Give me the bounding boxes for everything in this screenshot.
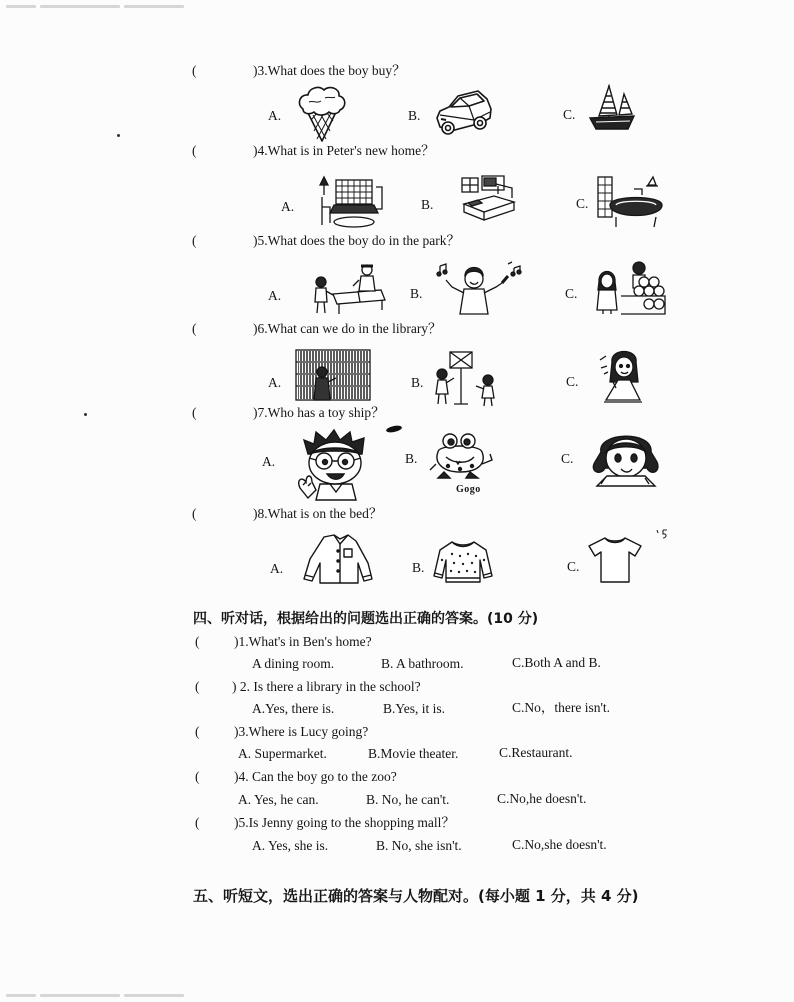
option-letter-c: C. — [576, 196, 589, 211]
option-letter-b: B. — [411, 375, 424, 390]
question-prompt: )8.What is on the bed？ — [253, 506, 383, 521]
answer-blank-open: ( — [192, 63, 197, 78]
answer-blank-open: ( — [195, 634, 200, 649]
singing-icon — [436, 260, 522, 315]
question-prompt: )1.What's in Ben's home? — [234, 634, 372, 649]
question-prompt: )4.What is in Peter's new home？ — [253, 143, 435, 158]
girl-face-icon — [587, 428, 665, 488]
question-prompt: )6.What can we do in the library？ — [253, 321, 442, 336]
car-icon — [434, 87, 494, 137]
option-c: C.Both A and B. — [512, 655, 601, 670]
option-letter-b: B. — [405, 451, 418, 466]
option-letter-b: B. — [410, 286, 423, 301]
toy-frog-icon — [430, 430, 494, 482]
option-b: B. A bathroom. — [381, 656, 464, 671]
ice-cream-icon — [295, 84, 347, 142]
scan-speck — [117, 134, 120, 137]
option-a: A.Yes, there is. — [252, 701, 335, 716]
shirt-icon — [298, 533, 374, 585]
ink-mark — [384, 424, 404, 434]
study-room-icon — [460, 174, 518, 224]
option-c: C.No,he doesn't. — [497, 791, 587, 806]
question-prompt: )3.What does the boy buy？ — [253, 63, 406, 78]
answer-blank-open: ( — [195, 815, 200, 830]
option-letter-c: C. — [563, 107, 576, 122]
section-4-heading: 四、听对话，根据给出的问题选出正确的答案。(10 分) — [193, 611, 539, 627]
section-5-heading: 五、听短文，选出正确的答案与人物配对。(每小题 1 分，共 4 分) — [193, 887, 639, 905]
kids-sign-icon — [432, 348, 500, 408]
option-a: A. Yes, she is. — [252, 838, 329, 853]
question-prompt: )5.What does the boy do in the park？ — [253, 233, 460, 248]
question-prompt: ) 2. Is there a library in the school? — [232, 679, 421, 694]
question-prompt: )5.Is Jenny going to the shopping mall？ — [234, 815, 455, 830]
option-letter-a: A. — [268, 288, 282, 303]
question-prompt: )7.Who has a toy ship？ — [253, 405, 385, 420]
answer-blank-open: ( — [192, 321, 197, 336]
option-a: A. Yes, he can. — [238, 792, 319, 807]
option-c: C.No，there isn't. — [512, 700, 611, 715]
answer-blank-open: ( — [192, 506, 197, 521]
toy-name-label: Gogo — [456, 484, 481, 495]
option-letter-a: A. — [262, 454, 276, 469]
ping-pong-icon — [311, 260, 387, 315]
answer-blank-open: ( — [192, 405, 197, 420]
answer-blank-open: ( — [192, 233, 197, 248]
question-prompt: )4. Can the boy go to the zoo? — [234, 769, 397, 784]
option-letter-a: A. — [270, 561, 284, 576]
option-letter-c: C. — [567, 559, 580, 574]
sweater-icon — [434, 538, 492, 584]
option-b: B. No, he can't. — [366, 792, 450, 807]
option-c: C.Restaurant. — [499, 745, 573, 760]
option-letter-c: C. — [565, 286, 578, 301]
sailboat-icon — [587, 82, 637, 132]
bedroom-icon — [316, 175, 384, 230]
answer-blank-open: ( — [195, 679, 200, 694]
option-letter-a: A. — [281, 199, 295, 214]
option-b: B.Movie theater. — [368, 746, 459, 761]
option-letter-b: B. — [408, 108, 421, 123]
girl-talking-icon — [598, 350, 648, 405]
bookshelf-icon — [294, 348, 372, 403]
option-letter-a: A. — [268, 375, 282, 390]
option-a: A dining room. — [252, 656, 335, 671]
option-b: B.Yes, it is. — [383, 701, 446, 716]
answer-blank-open: ( — [195, 769, 200, 784]
shopping-icon — [595, 260, 667, 315]
option-c: C.No,she doesn't. — [512, 837, 607, 852]
answer-blank-open: ( — [192, 143, 197, 158]
option-letter-b: B. — [421, 197, 434, 212]
scan-speck — [84, 413, 87, 416]
answer-blank-open: ( — [195, 724, 200, 739]
option-letter-a: A. — [268, 108, 282, 123]
option-letter-c: C. — [561, 451, 574, 466]
bathroom-icon — [596, 175, 666, 230]
stray-pen-mark — [655, 528, 669, 540]
boy-glasses-icon — [294, 430, 378, 502]
option-letter-c: C. — [566, 374, 579, 389]
option-letter-b: B. — [412, 560, 425, 575]
question-prompt: )3.Where is Lucy going? — [234, 724, 369, 739]
option-a: A. Supermarket. — [238, 746, 327, 761]
option-b: B. No, she isn't. — [376, 838, 462, 853]
t-shirt-icon — [587, 534, 643, 584]
